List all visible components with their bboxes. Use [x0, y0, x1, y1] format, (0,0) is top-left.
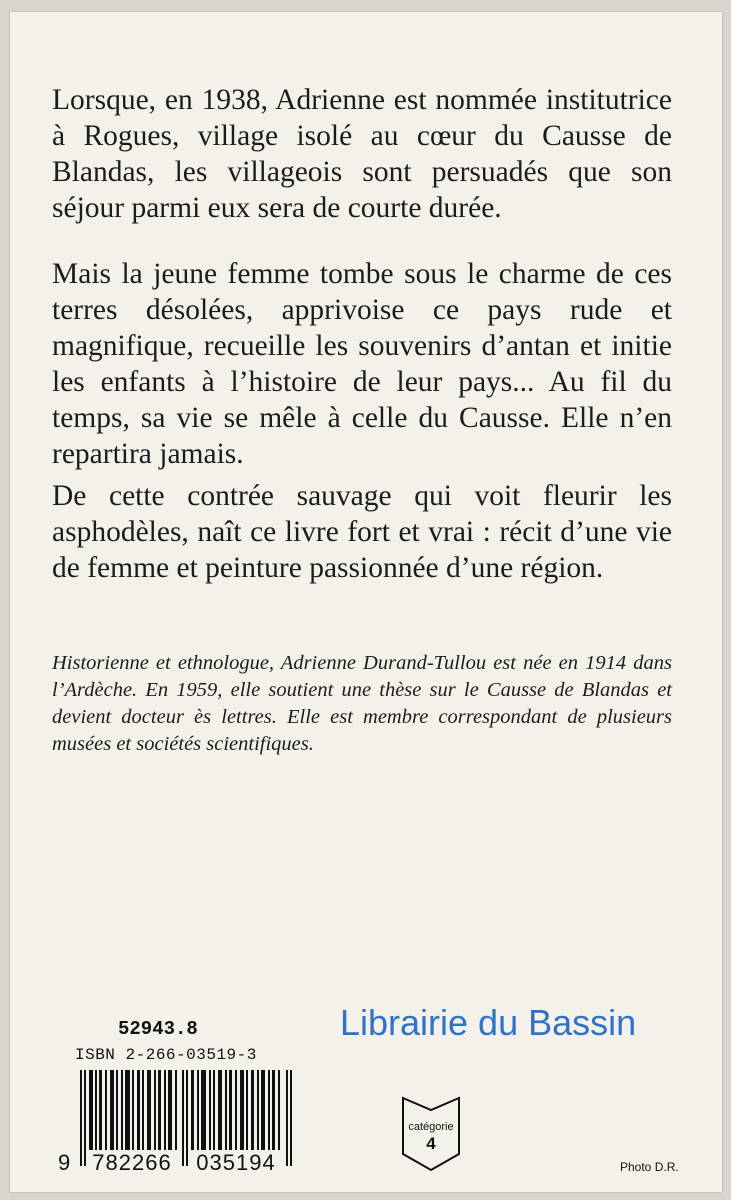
blurb-paragraph-2: Mais la jeune femme tombe sous le charme de ces terres désolées, apprivoise ce pays rude et magnifique, recueille les souvenirs d’antan et initie les enfants à l’histoire de leur pays... Au fil du temps, sa vie se mêle à celle du Causse. Elle n’en repartira jamais.: [52, 258, 672, 470]
author-bio: Historienne et ethnologue, Adrienne Durand-Tullou est née en 1914 dans l’Ardèche. En 1959, elle soutient une thèse sur le Causse de Blandas et devient docteur ès lettres. Elle est membre correspondant de plusieurs musées et sociétés scientifiques.: [52, 652, 672, 755]
category-number: 4: [426, 1134, 436, 1153]
barcode-digits: [58, 1150, 288, 1176]
price-code: 52943.8: [118, 1018, 198, 1040]
photo-credit: Photo D.R.: [620, 1160, 679, 1174]
barcode-right-group: 035194: [196, 1150, 276, 1175]
isbn: ISBN 2-266-03519-3: [75, 1046, 257, 1064]
bookseller-watermark: Librairie du Bassin: [340, 1002, 637, 1043]
blurb-paragraph-3: De cette contrée sauvage qui voit fleurir les asphodèles, naît ce livre fort et vrai : récit d’une vie de femme et peinture passionnée d’une région.: [52, 480, 672, 584]
barcode-left-group: 782266: [92, 1150, 172, 1175]
blurb-paragraph-1: Lorsque, en 1938, Adrienne est nommée institutrice à Rogues, village isolé au cœur du Causse de Blandas, les villageois sont persuadés que son séjour parmi eux sera de courte durée.: [52, 84, 672, 224]
barcode-first-digit: 9: [58, 1150, 71, 1175]
category-label: catégorie: [408, 1121, 454, 1133]
